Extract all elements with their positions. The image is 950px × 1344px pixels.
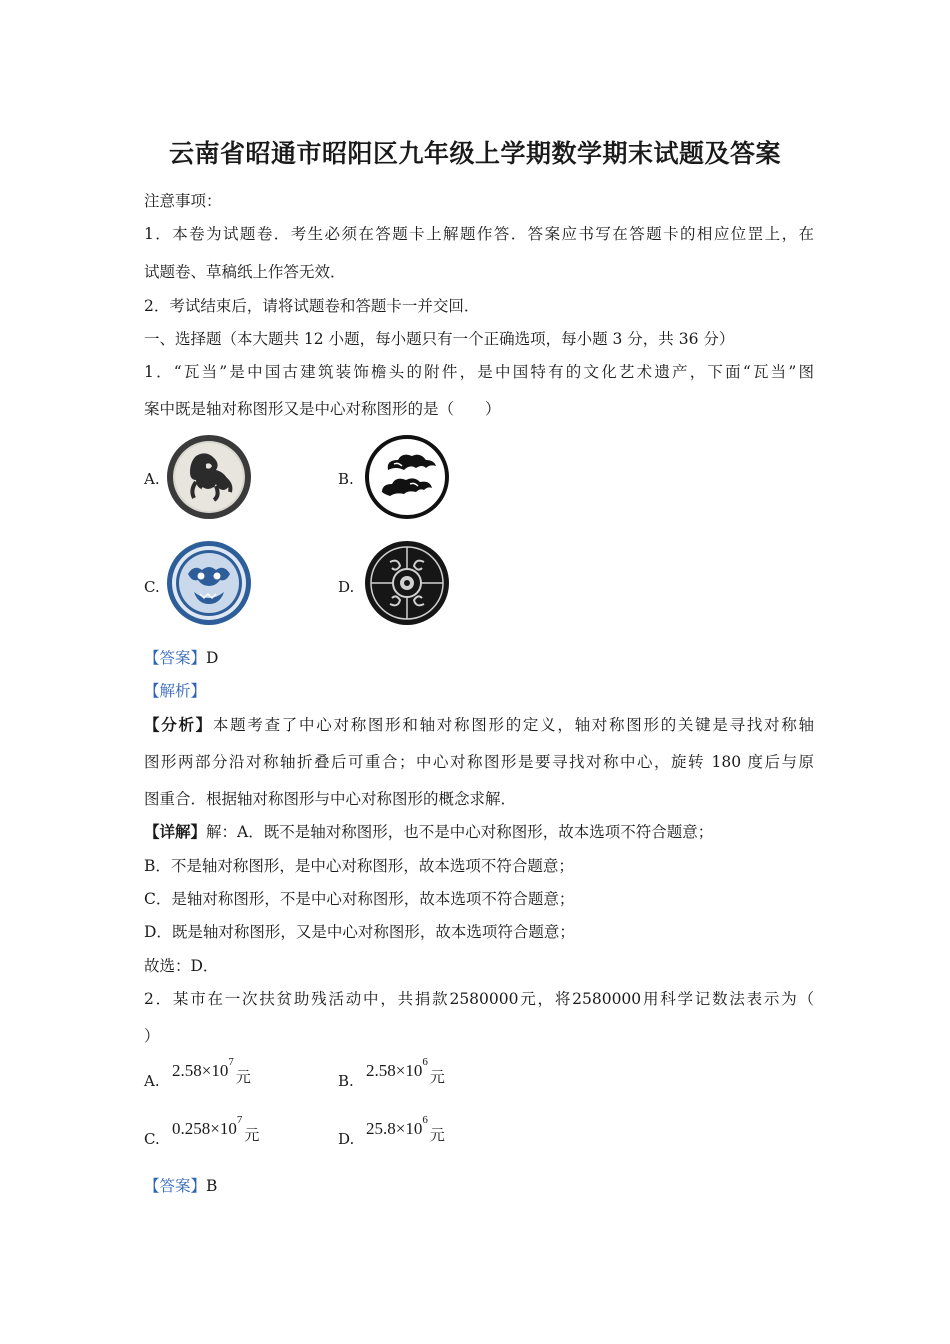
- q2-option-d-letter: D.: [338, 1130, 355, 1148]
- fenxi-tag: 【分析】: [144, 715, 213, 734]
- option-c-tile-image: [166, 540, 252, 626]
- q2-option-b-unit: 元: [429, 1068, 445, 1086]
- q2-answer-tag: 【答案】: [144, 1177, 207, 1195]
- xiangjie-text-a: 解：A．既不是轴对称图形，也不是中心对称图形，故本选项不符合题意；: [206, 823, 714, 841]
- fenxi-text-1: 本题考查了中心对称图形和轴对称图形的定义，轴对称图形的关键是寻找对称轴: [212, 716, 814, 734]
- q1-answer: [144, 648, 814, 668]
- q2-option-a-exponent: 7: [228, 1056, 234, 1068]
- q2-option-a-mantissa: 2.58×10: [172, 1061, 229, 1080]
- q2-option-c-letter: C.: [144, 1130, 160, 1148]
- q2-option-a-expression: [172, 1056, 251, 1086]
- q1-option-a-letter: A.: [144, 470, 160, 488]
- option-a-tile-image: [166, 434, 252, 520]
- xiangjie-line-a: [144, 822, 814, 842]
- xiangjie-tag: 【详解】: [144, 822, 207, 841]
- q2-option-c-expression: [172, 1114, 260, 1144]
- q1-option-c-letter: C.: [144, 578, 160, 596]
- notice-item-2: 2．考试结束后，请将试题卷和答题卡一并交回．: [144, 297, 480, 315]
- fenxi-line-3: 图重合．根据轴对称图形与中心对称图形的概念求解．: [144, 790, 517, 808]
- q2-option-c-unit: 元: [244, 1126, 260, 1144]
- notice-item-1-line-1: 1．本卷为试题卷．考生必须在答题卡上解题作答．答案应书写在答题卡的相应位罡上，在: [144, 225, 814, 243]
- q2-answer-value: B: [206, 1177, 218, 1195]
- answer-tag: 【答案】: [144, 649, 207, 667]
- section-heading: 一、选择题（本大题共 12 小题，每小题只有一个正确选项，每小题 3 分，共 36 分）: [144, 330, 735, 348]
- q2-option-d-expression: [366, 1114, 445, 1144]
- option-d-tile-image: [364, 540, 450, 626]
- analysis-tag: 【解析】: [144, 682, 207, 700]
- q2-option-a-unit: 元: [235, 1068, 251, 1086]
- q2-answer: [144, 1176, 814, 1196]
- q2-option-b-exponent: 6: [422, 1056, 428, 1068]
- q2-option-b-mantissa: 2.58×10: [366, 1061, 423, 1080]
- q2-option-a-letter: A.: [144, 1072, 160, 1090]
- xiangjie-line-b: B．不是轴对称图形，是中心对称图形，故本选项不符合题意；: [144, 857, 574, 875]
- q2-option-d-unit: 元: [429, 1126, 445, 1144]
- notice-heading: 注意事项：: [144, 192, 222, 210]
- q1-conclusion: 故选：D．: [144, 957, 219, 975]
- xiangjie-line-d: D．既是轴对称图形，又是中心对称图形，故本选项符合题意；: [144, 923, 575, 941]
- option-b-tile-image: [364, 434, 450, 520]
- q2-option-b-expression: [366, 1056, 445, 1086]
- page-title: 云南省昭通市昭阳区九年级上学期数学期末试题及答案: [168, 139, 781, 168]
- xiangjie-line-c: C．是轴对称图形，不是中心对称图形，故本选项不符合题意；: [144, 890, 575, 908]
- q1-stem-line-2: 案中既是轴对称图形又是中心对称图形的是（ ）: [144, 400, 501, 418]
- q2-stem-line-2: ）: [144, 1027, 160, 1045]
- q2-stem-line-1: 2．某市在一次扶贫助残活动中，共捐款2580000元，将2580000用科学记数法表示为（: [144, 990, 814, 1008]
- fenxi-line-1: [144, 715, 814, 735]
- q2-option-b-letter: B.: [338, 1072, 354, 1090]
- notice-item-1-line-2: 试题卷、草稿纸上作答无效．: [144, 263, 346, 281]
- answer-value: D: [206, 649, 219, 667]
- q2-option-c-exponent: 7: [236, 1114, 243, 1126]
- q2-option-d-exponent: 6: [422, 1114, 428, 1126]
- q2-option-c-mantissa: 0.258×10: [172, 1119, 237, 1138]
- q2-option-d-mantissa: 25.8×10: [366, 1119, 423, 1138]
- q1-option-d-letter: D.: [338, 578, 355, 596]
- q1-option-b-letter: B.: [338, 470, 354, 488]
- q1-stem-line-1: 1．“瓦当”是中国古建筑装饰檐头的附件，是中国特有的文化艺术遗产，下面“瓦当”图: [144, 363, 814, 381]
- fenxi-line-2: 图形两部分沿对称轴折叠后可重合；中心对称图形是要寻找对称中心，旋转 180 度后与原: [144, 753, 814, 771]
